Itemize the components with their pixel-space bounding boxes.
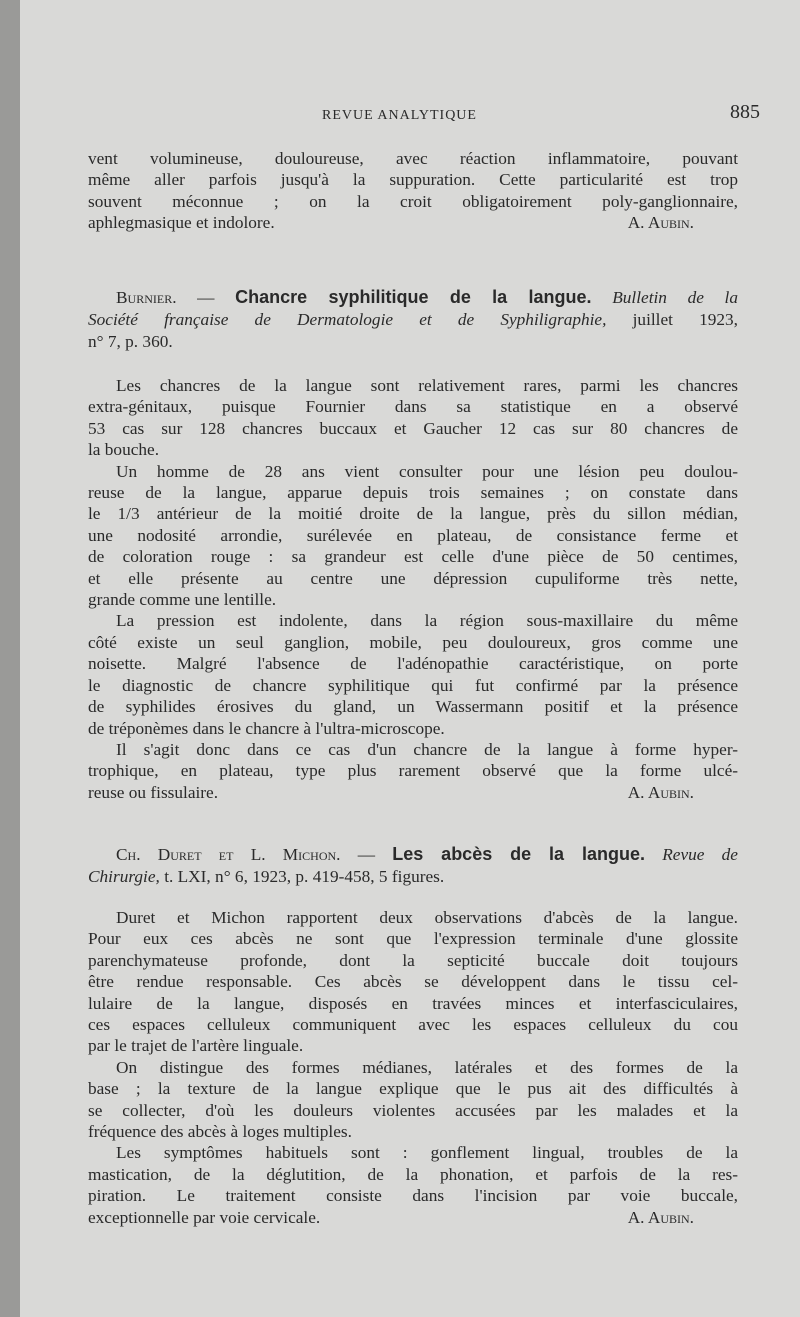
- text-line: être rendue responsable. Ces abcès se développent dans le tissu cel-: [88, 972, 738, 992]
- review-1-journal-cont: Société française de Dermatologie et de Syphiligraphie,: [88, 310, 607, 329]
- reference-line: [88, 843, 738, 866]
- review-2-journal-cont: Chirurgie,: [88, 867, 160, 886]
- running-head: REVUE ANALYTIQUE: [322, 108, 477, 123]
- intro-fragment: [88, 148, 738, 234]
- text-line: le 1/3 antérieur de la moitié droite de la langue, près du sillon médian,: [88, 504, 738, 524]
- review-2-journal: Revue de: [662, 845, 738, 864]
- text-line: fréquence des abcès à loges multiples.: [88, 1122, 352, 1142]
- review-2-author-2: L. Michon.: [250, 845, 341, 864]
- text-line-content: exceptionnelle par voie cervicale.: [88, 1207, 321, 1227]
- text-line: Les symptômes habituels sont : gonflement lingual, troubles de la: [116, 1143, 738, 1163]
- text-line: Un homme de 28 ans vient consulter pour une lésion peu doulou-: [116, 461, 738, 481]
- text-line: mastication, de la déglutition, de la phonation, et parfois de la res-: [88, 1164, 738, 1184]
- text-line: grande comme une lentille.: [88, 590, 277, 610]
- text-line: La pression est indolente, dans la région sous-maxillaire du même: [116, 611, 738, 631]
- signature: A. Aubin.: [627, 213, 694, 233]
- text-line: vent volumineuse, douloureuse, avec réaction inflammatoire, pouvant: [88, 149, 738, 168]
- review-1-journal: Bulletin de la: [612, 288, 739, 307]
- review-2-title: Les abcès de la langue.: [392, 844, 645, 864]
- text-line: Les chancres de la langue sont relativement rares, parmi les chancres: [116, 376, 738, 395]
- text-line: de coloration rouge : sa grandeur est celle d'une pièce de 50 centimes,: [88, 547, 738, 567]
- text-line: extra-génitaux, puisque Fournier dans sa statistique en a observé: [88, 397, 738, 417]
- text-line: de syphilides érosives du gland, un Wassermann positif et la présence: [88, 697, 738, 717]
- text-line: souvent méconnue ; on la croit obligatoirement poly-ganglionnaire,: [88, 191, 738, 211]
- page-edge-shadow: [0, 0, 22, 1317]
- text-line: côté existe un seul ganglion, mobile, peu douloureux, gros comme une: [88, 632, 738, 652]
- text-line: 53 cas sur 128 chancres buccaux et Gaucher 12 cas sur 80 chancres de: [88, 418, 738, 438]
- review-2-citation: t. LXI, n° 6, 1923, p. 419-458, 5 figures.: [164, 867, 445, 886]
- text-line-content: aphlegmasique et indolore.: [88, 213, 275, 233]
- text-line: lulaire de la langue, disposés en travées minces et interfasciculaires,: [88, 993, 738, 1013]
- review-2-reference: [88, 843, 738, 888]
- review-2-author-1: Ch. Duret: [116, 845, 202, 864]
- dash: —: [340, 845, 393, 864]
- text-line: le diagnostic de chancre syphilitique qui fut confirmé par la présence: [88, 675, 738, 695]
- text-line: trophique, en plateau, type plus rarement observé que la forme ulcé-: [88, 761, 738, 781]
- page-number: 885: [730, 101, 760, 123]
- signature: A. Aubin.: [627, 1207, 694, 1227]
- text-line: et elle présente au centre une dépression cupuliforme très nette,: [88, 568, 738, 588]
- review-2-author-et: et: [218, 845, 234, 864]
- review-1-body: [88, 375, 738, 803]
- review-1-title: Chancre syphilitique de la langue.: [235, 287, 592, 307]
- text-line-content: reuse ou fissulaire.: [88, 782, 219, 802]
- text-line: noisette. Malgré l'absence de l'adénopathie caractéristique, on porte: [88, 654, 738, 674]
- review-2-body: [88, 907, 738, 1228]
- review-1-reference: [88, 286, 738, 353]
- text-line: une nodosité arrondie, surélevée en plateau, de consistance ferme et: [88, 525, 738, 545]
- text-line-last: [88, 212, 738, 233]
- text-line-last: [88, 782, 738, 803]
- reference-line: [88, 286, 738, 309]
- text-line: se collecter, d'où les douleurs violentes accusées par les malades et la: [88, 1100, 738, 1120]
- text-line-last: [88, 1207, 738, 1228]
- text-line: la bouche.: [88, 440, 160, 460]
- review-1-date: juillet 1923,: [632, 310, 739, 329]
- text-line: par le trajet de l'artère linguale.: [88, 1036, 304, 1056]
- reference-line: n° 7, p. 360.: [88, 332, 173, 351]
- text-line: de tréponèmes dans le chancre à l'ultra-microscope.: [88, 718, 445, 738]
- text-line: On distingue des formes médianes, latérales et des formes de la: [116, 1057, 738, 1077]
- text-line: Duret et Michon rapportent deux observations d'abcès de la langue.: [116, 908, 738, 927]
- text-line: base ; la texture de la langue explique que le pus ait des difficultés à: [88, 1079, 738, 1099]
- signature: A. Aubin.: [627, 782, 694, 802]
- text-line: ces espaces celluleux communiquent avec les espaces celluleux du cou: [88, 1015, 738, 1035]
- reference-line: [88, 866, 738, 888]
- text-line: reuse de la langue, apparue depuis trois semaines ; on constate dans: [88, 483, 738, 503]
- dash: —: [176, 288, 236, 307]
- text-line: Pour eux ces abcès ne sont que l'expression terminale d'une glossite: [88, 929, 738, 949]
- text-line: piration. Le traitement consiste dans l'incision par voie buccale,: [88, 1186, 738, 1206]
- text-line: même aller parfois jusqu'à la suppuration. Cette particularité est trop: [88, 170, 738, 190]
- text-line: Il s'agit donc dans ce cas d'un chancre de la langue à forme hyper-: [116, 739, 738, 759]
- reference-line: [88, 309, 738, 331]
- review-1-author: Burnier.: [116, 288, 177, 307]
- text-line: parenchymateuse profonde, dont la septicité buccale doit toujours: [88, 950, 738, 970]
